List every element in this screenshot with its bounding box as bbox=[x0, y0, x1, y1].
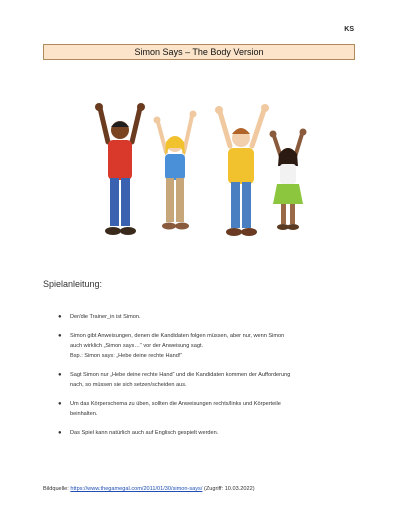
kid-blue-shirt bbox=[154, 111, 197, 230]
rule-line: auch wirklich „Simon says…“ vor der Anweisung sagt. bbox=[70, 343, 204, 349]
rule-line: beinhalten. bbox=[70, 411, 98, 417]
rule-line: Simon gibt Anweisungen, denen die Kandidaten folgen müssen, aber nur, wenn Simon bbox=[70, 333, 285, 339]
page-title-text: Simon Says – The Body Version bbox=[134, 47, 264, 57]
bullet-icon: ● bbox=[58, 401, 62, 407]
rules-list bbox=[58, 312, 378, 447]
list-item bbox=[58, 312, 378, 322]
image-source-footer bbox=[43, 486, 255, 492]
rule-line: Um das Körperschema zu üben, sollten die Anweisungen rechts/links und Körperteile bbox=[70, 401, 281, 407]
rule-line: Bsp.: Simon says: „Hebe deine rechte Hand!“ bbox=[70, 353, 183, 359]
rule-line: nach, so müssen sie sich setzen/scheiden aus. bbox=[70, 382, 187, 388]
list-item bbox=[58, 399, 378, 419]
author-initials: KS bbox=[344, 26, 354, 33]
bullet-icon: ● bbox=[58, 314, 62, 320]
footer-suffix: (Zugriff: 10.03.2022) bbox=[202, 486, 255, 492]
source-link[interactable]: https://www.thegamegal.com/2011/01/30/simon-says/ bbox=[70, 486, 203, 492]
list-item bbox=[58, 370, 378, 390]
bullet-icon: ● bbox=[58, 372, 62, 378]
rule-line: Sagt Simon nur „Hebe deine rechte Hand“ und die Kandidaten kommen der Aufforderung bbox=[70, 372, 291, 378]
page-title bbox=[43, 44, 355, 60]
kid-green-skirt bbox=[270, 129, 307, 231]
kids-raising-hands-illustration bbox=[88, 100, 314, 248]
rule-line: Das Spiel kann natürlich auch auf Englisch gespielt werden. bbox=[70, 430, 219, 436]
kid-yellow-shirt bbox=[215, 104, 269, 236]
list-item bbox=[58, 428, 378, 438]
bullet-icon: ● bbox=[58, 333, 62, 339]
rule-line: Der/die Trainer_in ist Simon. bbox=[70, 314, 141, 320]
footer-prefix: Bildquelle: bbox=[43, 486, 71, 492]
section-heading: Spielanleitung: bbox=[43, 279, 103, 289]
list-item bbox=[58, 331, 378, 361]
kid-red-shirt bbox=[95, 103, 145, 235]
bullet-icon: ● bbox=[58, 430, 62, 436]
